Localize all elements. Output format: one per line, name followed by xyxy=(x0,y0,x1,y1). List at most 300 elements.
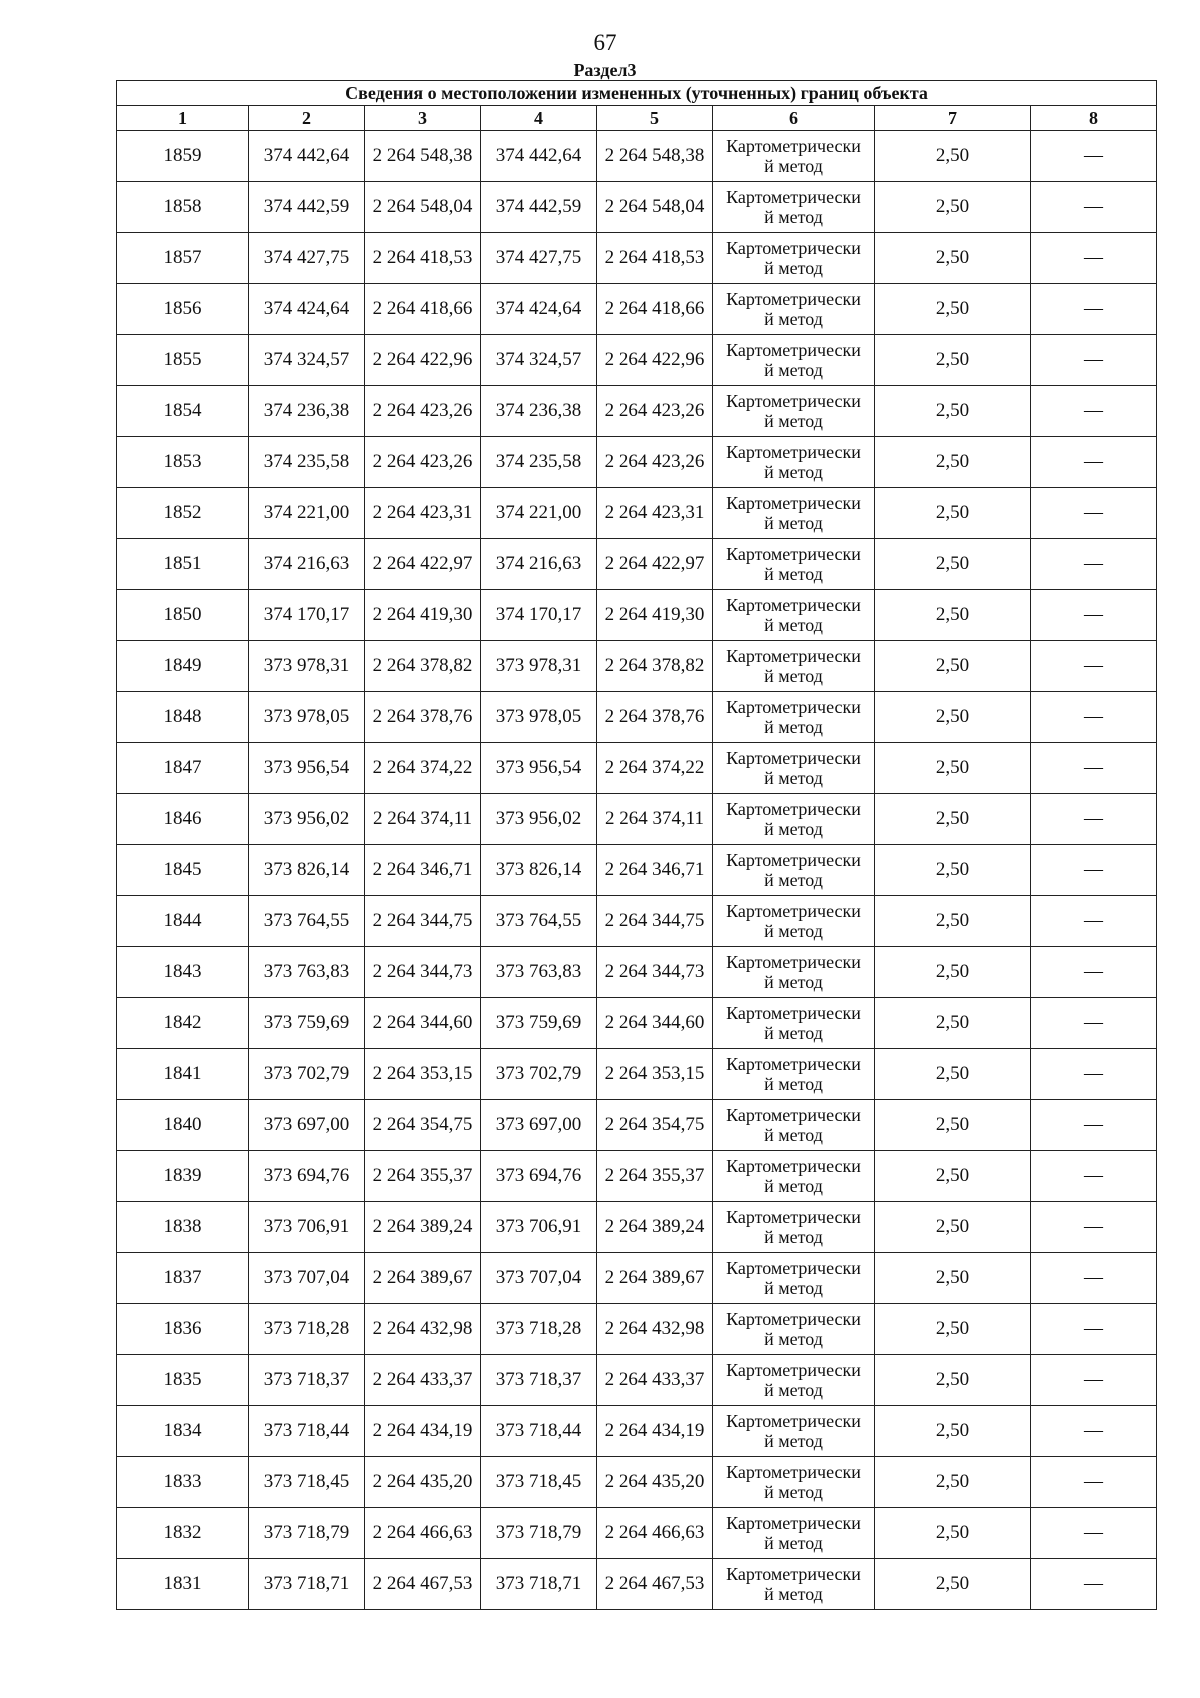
method-text-line: й метод xyxy=(764,564,823,584)
y-new-cell: 2 264 419,30 xyxy=(597,590,713,641)
method-cell xyxy=(713,1457,875,1508)
point-number-cell: 1831 xyxy=(117,1559,249,1610)
x-old-cell: 373 759,69 xyxy=(249,998,365,1049)
x-new-cell: 374 235,58 xyxy=(481,437,597,488)
accuracy-cell: 2,50 xyxy=(875,692,1031,743)
y-old-cell: 2 264 344,75 xyxy=(365,896,481,947)
point-number-cell: 1847 xyxy=(117,743,249,794)
accuracy-cell: 2,50 xyxy=(875,743,1031,794)
description-cell: — xyxy=(1031,386,1157,437)
table-row xyxy=(117,335,1157,386)
y-new-cell: 2 264 423,31 xyxy=(597,488,713,539)
method-cell xyxy=(713,794,875,845)
point-number-cell: 1839 xyxy=(117,1151,249,1202)
method-cell xyxy=(713,590,875,641)
y-new-cell: 2 264 389,24 xyxy=(597,1202,713,1253)
x-new-cell: 373 718,37 xyxy=(481,1355,597,1406)
y-old-cell: 2 264 389,67 xyxy=(365,1253,481,1304)
method-cell xyxy=(713,1151,875,1202)
method-text-line: й метод xyxy=(764,1227,823,1247)
accuracy-cell: 2,50 xyxy=(875,896,1031,947)
description-cell: — xyxy=(1031,1202,1157,1253)
x-old-cell: 373 718,79 xyxy=(249,1508,365,1559)
column-number: 4 xyxy=(481,106,597,131)
method-text-line: Картометрически xyxy=(726,1462,861,1482)
y-old-cell: 2 264 353,15 xyxy=(365,1049,481,1100)
x-new-cell: 373 978,31 xyxy=(481,641,597,692)
method-text-line: Картометрически xyxy=(726,1564,861,1584)
description-cell: — xyxy=(1031,233,1157,284)
x-new-cell: 373 978,05 xyxy=(481,692,597,743)
point-number-cell: 1857 xyxy=(117,233,249,284)
description-cell: — xyxy=(1031,539,1157,590)
accuracy-cell: 2,50 xyxy=(875,1559,1031,1610)
page-number: 67 xyxy=(593,30,617,55)
table-row xyxy=(117,488,1157,539)
y-new-cell: 2 264 423,26 xyxy=(597,386,713,437)
method-text-line: Картометрически xyxy=(726,391,861,411)
x-new-cell: 374 427,75 xyxy=(481,233,597,284)
description-cell: — xyxy=(1031,1559,1157,1610)
y-new-cell: 2 264 374,22 xyxy=(597,743,713,794)
y-new-cell: 2 264 344,75 xyxy=(597,896,713,947)
method-cell xyxy=(713,1202,875,1253)
point-number-cell: 1848 xyxy=(117,692,249,743)
x-old-cell: 373 718,28 xyxy=(249,1304,365,1355)
description-cell: — xyxy=(1031,1253,1157,1304)
description-cell: — xyxy=(1031,335,1157,386)
y-old-cell: 2 264 432,98 xyxy=(365,1304,481,1355)
y-old-cell: 2 264 419,30 xyxy=(365,590,481,641)
method-text-line: Картометрически xyxy=(726,238,861,258)
method-text-line: й метод xyxy=(764,1329,823,1349)
table-row xyxy=(117,998,1157,1049)
x-new-cell: 374 221,00 xyxy=(481,488,597,539)
accuracy-cell: 2,50 xyxy=(875,284,1031,335)
method-cell xyxy=(713,692,875,743)
point-number-cell: 1849 xyxy=(117,641,249,692)
x-old-cell: 373 694,76 xyxy=(249,1151,365,1202)
method-text-line: Картометрически xyxy=(726,187,861,207)
description-cell: — xyxy=(1031,896,1157,947)
x-new-cell: 374 170,17 xyxy=(481,590,597,641)
y-old-cell: 2 264 423,31 xyxy=(365,488,481,539)
table-row xyxy=(117,437,1157,488)
method-text-line: Картометрически xyxy=(726,646,861,666)
method-text-line: Картометрически xyxy=(726,850,861,870)
accuracy-cell: 2,50 xyxy=(875,641,1031,692)
y-old-cell: 2 264 422,96 xyxy=(365,335,481,386)
x-old-cell: 374 216,63 xyxy=(249,539,365,590)
table-row xyxy=(117,590,1157,641)
boundary-coordinates-table xyxy=(116,80,1157,1610)
description-cell: — xyxy=(1031,1049,1157,1100)
method-text-line: Картометрически xyxy=(726,289,861,309)
table-row xyxy=(117,794,1157,845)
table-row xyxy=(117,896,1157,947)
table-row xyxy=(117,386,1157,437)
accuracy-cell: 2,50 xyxy=(875,1049,1031,1100)
method-text-line: Картометрически xyxy=(726,1156,861,1176)
method-text-line: й метод xyxy=(764,666,823,686)
method-cell xyxy=(713,845,875,896)
method-text-line: Картометрически xyxy=(726,1258,861,1278)
method-cell xyxy=(713,488,875,539)
accuracy-cell: 2,50 xyxy=(875,1202,1031,1253)
y-new-cell: 2 264 346,71 xyxy=(597,845,713,896)
y-old-cell: 2 264 378,82 xyxy=(365,641,481,692)
x-new-cell: 373 718,28 xyxy=(481,1304,597,1355)
method-text-line: й метод xyxy=(764,1278,823,1298)
method-cell xyxy=(713,284,875,335)
description-cell: — xyxy=(1031,590,1157,641)
point-number-cell: 1846 xyxy=(117,794,249,845)
accuracy-cell: 2,50 xyxy=(875,1406,1031,1457)
y-old-cell: 2 264 389,24 xyxy=(365,1202,481,1253)
accuracy-cell: 2,50 xyxy=(875,845,1031,896)
method-text-line: Картометрически xyxy=(726,136,861,156)
accuracy-cell: 2,50 xyxy=(875,1508,1031,1559)
description-cell: — xyxy=(1031,437,1157,488)
x-new-cell: 373 764,55 xyxy=(481,896,597,947)
accuracy-cell: 2,50 xyxy=(875,1100,1031,1151)
x-old-cell: 374 442,59 xyxy=(249,182,365,233)
description-cell: — xyxy=(1031,1508,1157,1559)
x-old-cell: 373 764,55 xyxy=(249,896,365,947)
method-text-line: Картометрически xyxy=(726,1360,861,1380)
y-new-cell: 2 264 374,11 xyxy=(597,794,713,845)
method-text-line: й метод xyxy=(764,1176,823,1196)
table-row xyxy=(117,1355,1157,1406)
x-new-cell: 374 324,57 xyxy=(481,335,597,386)
description-cell: — xyxy=(1031,692,1157,743)
y-new-cell: 2 264 434,19 xyxy=(597,1406,713,1457)
accuracy-cell: 2,50 xyxy=(875,182,1031,233)
y-old-cell: 2 264 378,76 xyxy=(365,692,481,743)
method-text-line: й метод xyxy=(764,870,823,890)
point-number-cell: 1841 xyxy=(117,1049,249,1100)
y-new-cell: 2 264 344,60 xyxy=(597,998,713,1049)
point-number-cell: 1850 xyxy=(117,590,249,641)
method-text-line: Картометрически xyxy=(726,493,861,513)
method-cell xyxy=(713,1304,875,1355)
table-row xyxy=(117,1406,1157,1457)
point-number-cell: 1836 xyxy=(117,1304,249,1355)
table-row xyxy=(117,692,1157,743)
method-cell xyxy=(713,1508,875,1559)
accuracy-cell: 2,50 xyxy=(875,539,1031,590)
y-old-cell: 2 264 548,04 xyxy=(365,182,481,233)
table-row xyxy=(117,1253,1157,1304)
point-number-cell: 1853 xyxy=(117,437,249,488)
column-number: 1 xyxy=(117,106,249,131)
y-new-cell: 2 264 423,26 xyxy=(597,437,713,488)
table-row xyxy=(117,1304,1157,1355)
point-number-cell: 1843 xyxy=(117,947,249,998)
accuracy-cell: 2,50 xyxy=(875,1457,1031,1508)
x-old-cell: 373 718,37 xyxy=(249,1355,365,1406)
method-cell xyxy=(713,641,875,692)
y-new-cell: 2 264 422,97 xyxy=(597,539,713,590)
y-old-cell: 2 264 418,53 xyxy=(365,233,481,284)
table-row xyxy=(117,641,1157,692)
x-old-cell: 373 718,44 xyxy=(249,1406,365,1457)
y-old-cell: 2 264 355,37 xyxy=(365,1151,481,1202)
method-cell xyxy=(713,1100,875,1151)
method-text-line: й метод xyxy=(764,768,823,788)
table-row xyxy=(117,182,1157,233)
table-row xyxy=(117,1559,1157,1610)
table-body xyxy=(117,131,1157,1610)
method-cell xyxy=(713,1406,875,1457)
description-cell: — xyxy=(1031,743,1157,794)
method-text-line: Картометрически xyxy=(726,340,861,360)
section-title: Раздел3 xyxy=(573,60,637,80)
y-new-cell: 2 264 344,73 xyxy=(597,947,713,998)
x-old-cell: 373 718,71 xyxy=(249,1559,365,1610)
y-old-cell: 2 264 548,38 xyxy=(365,131,481,182)
accuracy-cell: 2,50 xyxy=(875,131,1031,182)
column-number: 3 xyxy=(365,106,481,131)
x-new-cell: 373 694,76 xyxy=(481,1151,597,1202)
table-row xyxy=(117,1202,1157,1253)
x-old-cell: 374 236,38 xyxy=(249,386,365,437)
accuracy-cell: 2,50 xyxy=(875,794,1031,845)
y-old-cell: 2 264 422,97 xyxy=(365,539,481,590)
accuracy-cell: 2,50 xyxy=(875,488,1031,539)
y-new-cell: 2 264 389,67 xyxy=(597,1253,713,1304)
method-text-line: й метод xyxy=(764,615,823,635)
x-new-cell: 373 759,69 xyxy=(481,998,597,1049)
method-text-line: й метод xyxy=(764,1023,823,1043)
point-number-cell: 1855 xyxy=(117,335,249,386)
method-text-line: Картометрически xyxy=(726,1411,861,1431)
y-new-cell: 2 264 548,04 xyxy=(597,182,713,233)
accuracy-cell: 2,50 xyxy=(875,590,1031,641)
method-text-line: й метод xyxy=(764,1074,823,1094)
method-text-line: й метод xyxy=(764,819,823,839)
x-old-cell: 373 978,31 xyxy=(249,641,365,692)
table-row xyxy=(117,131,1157,182)
point-number-cell: 1833 xyxy=(117,1457,249,1508)
method-text-line: й метод xyxy=(764,1431,823,1451)
x-old-cell: 373 706,91 xyxy=(249,1202,365,1253)
x-new-cell: 373 718,45 xyxy=(481,1457,597,1508)
method-text-line: Картометрически xyxy=(726,1513,861,1533)
y-old-cell: 2 264 435,20 xyxy=(365,1457,481,1508)
method-cell xyxy=(713,1559,875,1610)
point-number-cell: 1838 xyxy=(117,1202,249,1253)
method-text-line: й метод xyxy=(764,1482,823,1502)
method-cell xyxy=(713,998,875,1049)
x-new-cell: 373 718,44 xyxy=(481,1406,597,1457)
point-number-cell: 1844 xyxy=(117,896,249,947)
description-cell: — xyxy=(1031,998,1157,1049)
method-text-line: Картометрически xyxy=(726,544,861,564)
method-text-line: Картометрически xyxy=(726,442,861,462)
method-text-line: Картометрически xyxy=(726,595,861,615)
y-new-cell: 2 264 378,82 xyxy=(597,641,713,692)
y-old-cell: 2 264 374,11 xyxy=(365,794,481,845)
method-text-line: Картометрически xyxy=(726,952,861,972)
x-new-cell: 373 763,83 xyxy=(481,947,597,998)
x-old-cell: 374 170,17 xyxy=(249,590,365,641)
method-text-line: Картометрически xyxy=(726,697,861,717)
x-new-cell: 374 216,63 xyxy=(481,539,597,590)
method-text-line: й метод xyxy=(764,1584,823,1604)
method-cell xyxy=(713,335,875,386)
accuracy-cell: 2,50 xyxy=(875,947,1031,998)
table-row xyxy=(117,1151,1157,1202)
method-text-line: й метод xyxy=(764,156,823,176)
method-text-line: Картометрически xyxy=(726,1309,861,1329)
column-number-row xyxy=(117,106,1157,131)
description-cell: — xyxy=(1031,1151,1157,1202)
point-number-cell: 1832 xyxy=(117,1508,249,1559)
point-number-cell: 1834 xyxy=(117,1406,249,1457)
y-old-cell: 2 264 344,73 xyxy=(365,947,481,998)
x-new-cell: 373 697,00 xyxy=(481,1100,597,1151)
x-new-cell: 373 706,91 xyxy=(481,1202,597,1253)
description-cell: — xyxy=(1031,1304,1157,1355)
table-caption: Сведения о местоположении измененных (уточненных) границ объекта xyxy=(117,81,1157,106)
method-text-line: й метод xyxy=(764,258,823,278)
x-new-cell: 373 956,54 xyxy=(481,743,597,794)
point-number-cell: 1837 xyxy=(117,1253,249,1304)
y-new-cell: 2 264 466,63 xyxy=(597,1508,713,1559)
method-text-line: Картометрически xyxy=(726,1054,861,1074)
method-cell xyxy=(713,1355,875,1406)
x-old-cell: 374 221,00 xyxy=(249,488,365,539)
x-old-cell: 373 826,14 xyxy=(249,845,365,896)
x-old-cell: 374 235,58 xyxy=(249,437,365,488)
x-new-cell: 374 442,59 xyxy=(481,182,597,233)
method-text-line: Картометрически xyxy=(726,901,861,921)
x-old-cell: 373 702,79 xyxy=(249,1049,365,1100)
point-number-cell: 1845 xyxy=(117,845,249,896)
column-number: 5 xyxy=(597,106,713,131)
table-row xyxy=(117,233,1157,284)
accuracy-cell: 2,50 xyxy=(875,386,1031,437)
method-cell xyxy=(713,131,875,182)
table-row xyxy=(117,743,1157,794)
accuracy-cell: 2,50 xyxy=(875,437,1031,488)
x-new-cell: 373 707,04 xyxy=(481,1253,597,1304)
x-old-cell: 374 427,75 xyxy=(249,233,365,284)
x-new-cell: 373 702,79 xyxy=(481,1049,597,1100)
method-text-line: й метод xyxy=(764,1533,823,1553)
table-row xyxy=(117,284,1157,335)
description-cell: — xyxy=(1031,182,1157,233)
point-number-cell: 1840 xyxy=(117,1100,249,1151)
method-cell xyxy=(713,896,875,947)
description-cell: — xyxy=(1031,641,1157,692)
y-new-cell: 2 264 422,96 xyxy=(597,335,713,386)
x-old-cell: 373 763,83 xyxy=(249,947,365,998)
method-text-line: й метод xyxy=(764,411,823,431)
method-text-line: й метод xyxy=(764,360,823,380)
column-number: 2 xyxy=(249,106,365,131)
y-new-cell: 2 264 355,37 xyxy=(597,1151,713,1202)
y-new-cell: 2 264 432,98 xyxy=(597,1304,713,1355)
y-old-cell: 2 264 346,71 xyxy=(365,845,481,896)
point-number-cell: 1835 xyxy=(117,1355,249,1406)
table-row xyxy=(117,1100,1157,1151)
method-cell xyxy=(713,947,875,998)
y-old-cell: 2 264 344,60 xyxy=(365,998,481,1049)
method-text-line: Картометрически xyxy=(726,1207,861,1227)
point-number-cell: 1854 xyxy=(117,386,249,437)
column-number: 6 xyxy=(713,106,875,131)
accuracy-cell: 2,50 xyxy=(875,1355,1031,1406)
description-cell: — xyxy=(1031,845,1157,896)
accuracy-cell: 2,50 xyxy=(875,1253,1031,1304)
y-new-cell: 2 264 548,38 xyxy=(597,131,713,182)
method-text-line: Картометрически xyxy=(726,1003,861,1023)
y-new-cell: 2 264 467,53 xyxy=(597,1559,713,1610)
method-cell xyxy=(713,743,875,794)
table-row xyxy=(117,947,1157,998)
y-old-cell: 2 264 418,66 xyxy=(365,284,481,335)
point-number-cell: 1851 xyxy=(117,539,249,590)
y-old-cell: 2 264 467,53 xyxy=(365,1559,481,1610)
method-cell xyxy=(713,386,875,437)
method-text-line: й метод xyxy=(764,972,823,992)
y-old-cell: 2 264 423,26 xyxy=(365,437,481,488)
accuracy-cell: 2,50 xyxy=(875,1151,1031,1202)
accuracy-cell: 2,50 xyxy=(875,998,1031,1049)
method-cell xyxy=(713,1253,875,1304)
description-cell: — xyxy=(1031,1406,1157,1457)
method-cell xyxy=(713,437,875,488)
x-new-cell: 373 718,79 xyxy=(481,1508,597,1559)
y-new-cell: 2 264 435,20 xyxy=(597,1457,713,1508)
x-new-cell: 373 826,14 xyxy=(481,845,597,896)
method-cell xyxy=(713,539,875,590)
description-cell: — xyxy=(1031,131,1157,182)
column-number: 7 xyxy=(875,106,1031,131)
y-old-cell: 2 264 466,63 xyxy=(365,1508,481,1559)
y-new-cell: 2 264 418,66 xyxy=(597,284,713,335)
method-text-line: й метод xyxy=(764,717,823,737)
method-text-line: й метод xyxy=(764,309,823,329)
table-row xyxy=(117,1049,1157,1100)
point-number-cell: 1842 xyxy=(117,998,249,1049)
y-new-cell: 2 264 418,53 xyxy=(597,233,713,284)
y-old-cell: 2 264 374,22 xyxy=(365,743,481,794)
x-new-cell: 373 718,71 xyxy=(481,1559,597,1610)
accuracy-cell: 2,50 xyxy=(875,233,1031,284)
y-old-cell: 2 264 434,19 xyxy=(365,1406,481,1457)
column-number: 8 xyxy=(1031,106,1157,131)
table-row xyxy=(117,1508,1157,1559)
method-text-line: Картометрически xyxy=(726,748,861,768)
y-new-cell: 2 264 433,37 xyxy=(597,1355,713,1406)
method-text-line: й метод xyxy=(764,1380,823,1400)
description-cell: — xyxy=(1031,794,1157,845)
y-old-cell: 2 264 423,26 xyxy=(365,386,481,437)
x-old-cell: 373 978,05 xyxy=(249,692,365,743)
x-old-cell: 374 424,64 xyxy=(249,284,365,335)
x-new-cell: 374 424,64 xyxy=(481,284,597,335)
description-cell: — xyxy=(1031,1457,1157,1508)
point-number-cell: 1859 xyxy=(117,131,249,182)
x-old-cell: 373 718,45 xyxy=(249,1457,365,1508)
description-cell: — xyxy=(1031,1355,1157,1406)
x-old-cell: 373 956,54 xyxy=(249,743,365,794)
method-text-line: й метод xyxy=(764,921,823,941)
y-new-cell: 2 264 354,75 xyxy=(597,1100,713,1151)
